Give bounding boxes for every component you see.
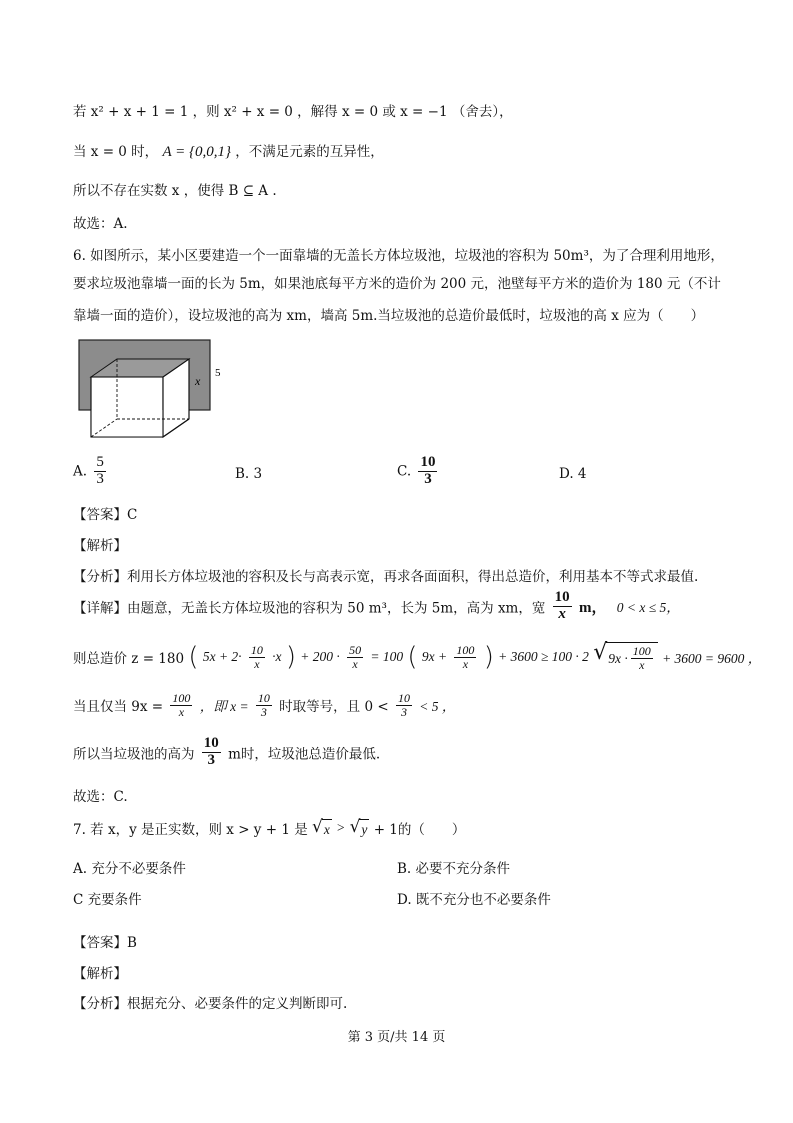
question-6-line: 6. 如图所示，某小区要建造一个一面靠墙的无盖长方体垃圾池，垃圾池的容积为 50m³，为了合理利用地形， — [73, 248, 724, 264]
question-6-line: 要求垃圾池靠墙一面的长为 5m，如果池底每平方米的造价为 200 元，池壁每平方米的造价为 180 元（不计 — [73, 276, 721, 292]
detail-line: 【详解】由题意，无盖长方体垃圾池的容积为 50 m³，长为 5m，高为 xm，宽 $\frac{10}{x}$ m， 0 < x ≤ 5， — [73, 589, 680, 622]
condition-line: 当且仅当 9x = $\frac{100}{x}$ ，即 x = $\frac{10}{3}$ 时取等号，且 0 < $\frac{10}{3}$ < 5 ， — [73, 691, 456, 719]
answer-line: 【答案】B — [73, 935, 137, 951]
jiexi-line: 【解析】 — [73, 966, 127, 982]
option-a: A. $\frac{5}{3}$ — [73, 454, 104, 487]
analysis-line: 【分析】根据充分、必要条件的定义判断即可. — [73, 996, 348, 1012]
answer-line: 【答案】C — [73, 507, 138, 523]
trash-pit-figure — [77, 337, 227, 443]
set-expression: A = {0,0,1} — [162, 144, 231, 160]
solution-line: 若 x² + x + 1 = 1 ，则 x² + x = 0 ，解得 x = 0 或 x = −1 （舍去）， — [73, 104, 513, 120]
option-c: C. $\frac{10}{3}$ — [397, 454, 436, 487]
q7-option-c: C 充要条件 — [73, 892, 142, 908]
question-7-stem: 7. 若 x，y 是正实数，则 x > y + 1 是 √ x > √ y + 1的（ ） — [73, 816, 466, 838]
conclusion-line: 所以当垃圾池的高为 $\frac{10}{3}$ m时，垃圾池总造价最低. — [73, 735, 381, 768]
q7-option-a: A. 充分不必要条件 — [73, 861, 186, 877]
solution-line: 当 x = 0 时， A = {0,0,1} ，不满足元素的互异性， — [73, 144, 384, 160]
question-6-line: 靠墙一面的造价），设垃圾池的高为 xm，墙高 5m.当垃圾池的总造价最低时，垃圾池的高 x 应为（ ） — [73, 308, 705, 324]
solution-line: 所以不存在实数 x ，使得 B ⊆ A . — [73, 183, 277, 199]
label-x: x — [195, 374, 201, 388]
option-d: D. 4 — [559, 466, 587, 482]
analysis-line: 【分析】利用长方体垃圾池的容积及长与高表示宽，再求各面面积，得出总造价，利用基本不等式求最值. — [73, 569, 699, 585]
page-footer: 第 3 页/共 14 页 — [347, 1030, 446, 1045]
q7-option-d: D. 既不充分也不必要条件 — [397, 892, 551, 908]
choice-line: 故选：C. — [73, 789, 128, 805]
option-b: B. 3 — [235, 466, 263, 482]
cost-equation-line: 则总造价 z = 180 ( 5x + 2· $\frac{10}{x}$ ·x ) + 200 · $\frac{50}{x}$ = 100 ( 9x + $\frac{100}{x}$ ) + 3600 ≥ 100 · 2 √ 9x · $\frac{100}{x}$ + 3600 = 9600 ， — [73, 640, 762, 672]
q7-option-b: B. 必要不充分条件 — [397, 861, 511, 877]
jiexi-line: 【解析】 — [73, 538, 127, 554]
label-5: 5 — [215, 367, 221, 379]
choice-line: 故选：A. — [73, 216, 128, 232]
